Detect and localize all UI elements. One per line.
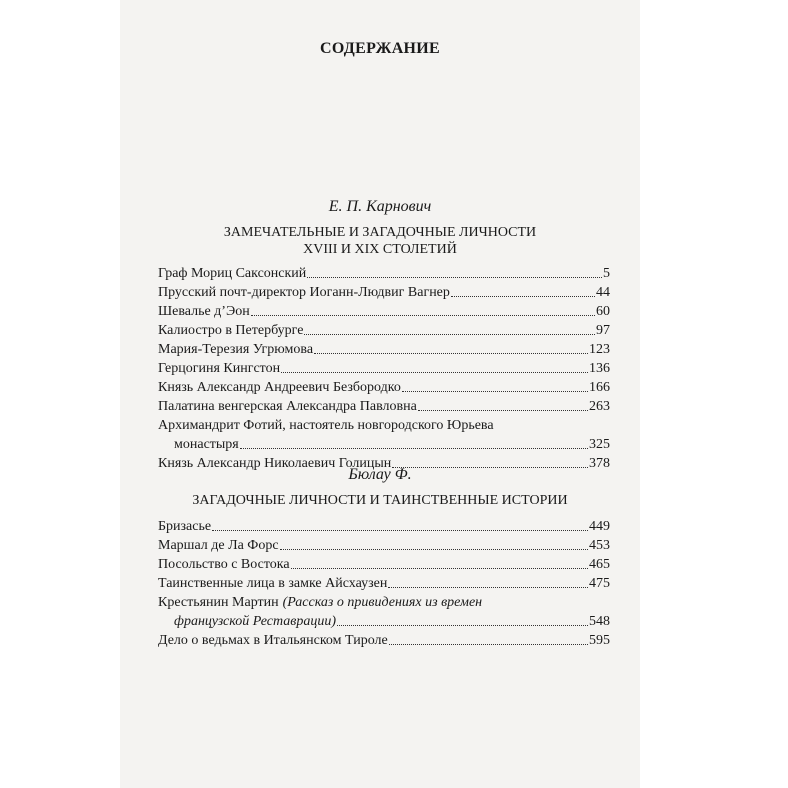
toc-entry-subtitle-continued: французской Реставрации) (174, 614, 337, 629)
toc-entry[interactable] (158, 555, 610, 574)
toc-entry-title: Герцогиня Кингстон (158, 361, 281, 376)
toc-entry-page: 449 (589, 519, 610, 534)
toc-entry[interactable] (158, 340, 610, 359)
toc-entry[interactable] (158, 264, 610, 283)
toc-entry-page: 123 (589, 342, 610, 357)
contents-title: СОДЕРЖАНИЕ (319, 40, 441, 57)
toc-entry-title: Граф Мориц Саксонский (158, 266, 307, 281)
toc-entry-title: Крестьянин Мартин (158, 595, 279, 610)
dot-leader (304, 334, 595, 335)
toc-entry-title: Князь Александр Николаевич Голицын (158, 456, 392, 471)
section1-author: Е. П. Карнович (328, 198, 432, 215)
section2-author: Бюлау Ф. (348, 466, 412, 483)
toc-entry-page: 453 (589, 538, 610, 553)
toc-entry[interactable] (158, 631, 610, 650)
toc-entry[interactable] (158, 302, 610, 321)
toc-entry-page: 595 (589, 633, 610, 648)
dot-leader (307, 277, 602, 278)
dot-leader (240, 448, 588, 449)
dot-leader (388, 587, 588, 588)
toc-entry[interactable] (158, 397, 610, 416)
toc-entry[interactable] (158, 283, 610, 302)
toc-entry[interactable] (158, 416, 610, 454)
toc-entry-title-continued: монастыря (174, 437, 239, 452)
toc-entry-page: 465 (589, 557, 610, 572)
toc-entry[interactable] (158, 517, 610, 536)
section1-heading-line2: XVIII И XIX СТОЛЕТИЙ (303, 242, 457, 257)
toc-entry[interactable] (158, 359, 610, 378)
dot-leader (212, 530, 588, 531)
dot-leader (451, 296, 595, 297)
section2-heading: ЗАГАДОЧНЫЕ ЛИЧНОСТИ И ТАИНСТВЕННЫЕ ИСТОРИИ (192, 493, 568, 508)
dot-leader (291, 568, 588, 569)
dot-leader (337, 625, 588, 626)
toc-entry-title: Таинственные лица в замке Айсхаузен (158, 576, 388, 591)
toc-entry-page: 97 (596, 323, 610, 338)
toc-entry-title: Маршал де Ла Форс (158, 538, 279, 553)
dot-leader (251, 315, 595, 316)
toc-entry-page: 60 (596, 304, 610, 319)
section1-heading-line1: ЗАМЕЧАТЕЛЬНЫЕ И ЗАГАДОЧНЫЕ ЛИЧНОСТИ (223, 225, 537, 240)
toc-entry[interactable] (158, 536, 610, 555)
section2-toc (158, 517, 610, 650)
toc-entry-title: Шевалье д’Эон (158, 304, 250, 319)
toc-entry-page: 378 (589, 456, 610, 471)
toc-entry-page: 44 (596, 285, 610, 300)
toc-entry-title: Архимандрит Фотий, настоятель новгородского Юрьева (158, 418, 494, 433)
toc-entry[interactable] (158, 574, 610, 593)
toc-entry-title: Палатина венгерская Александра Павловна (158, 399, 417, 414)
toc-entry-page: 166 (589, 380, 610, 395)
section1-toc (158, 264, 610, 473)
toc-entry-title: Князь Александр Андреевич Безбородко (158, 380, 401, 395)
toc-entry[interactable] (158, 593, 610, 631)
toc-entry-title: Дело о ведьмах в Итальянском Тироле (158, 633, 388, 648)
toc-entry-page: 325 (589, 437, 610, 452)
toc-entry-page: 475 (589, 576, 610, 591)
toc-entry-title: Прусский почт-директор Иоганн-Людвиг Вагнер (158, 285, 450, 300)
toc-entry-page: 263 (589, 399, 610, 414)
dot-leader (281, 372, 588, 373)
dot-leader (418, 410, 588, 411)
dot-leader (389, 644, 588, 645)
toc-entry-title: Посольство с Востока (158, 557, 290, 572)
book-page (120, 0, 640, 788)
toc-entry-title: Мария-Терезия Угрюмова (158, 342, 314, 357)
toc-entry-subtitle: (Рассказ о привидениях из времен (282, 595, 483, 610)
toc-entry-title: Калиостро в Петербурге (158, 323, 304, 338)
dot-leader (314, 353, 588, 354)
toc-entry[interactable] (158, 378, 610, 397)
dot-leader (402, 391, 588, 392)
toc-entry[interactable] (158, 321, 610, 340)
toc-entry-page: 5 (603, 266, 610, 281)
toc-entry-page: 136 (589, 361, 610, 376)
dot-leader (280, 549, 588, 550)
toc-entry-title: Бризасье (158, 519, 212, 534)
toc-entry-page: 548 (589, 614, 610, 629)
